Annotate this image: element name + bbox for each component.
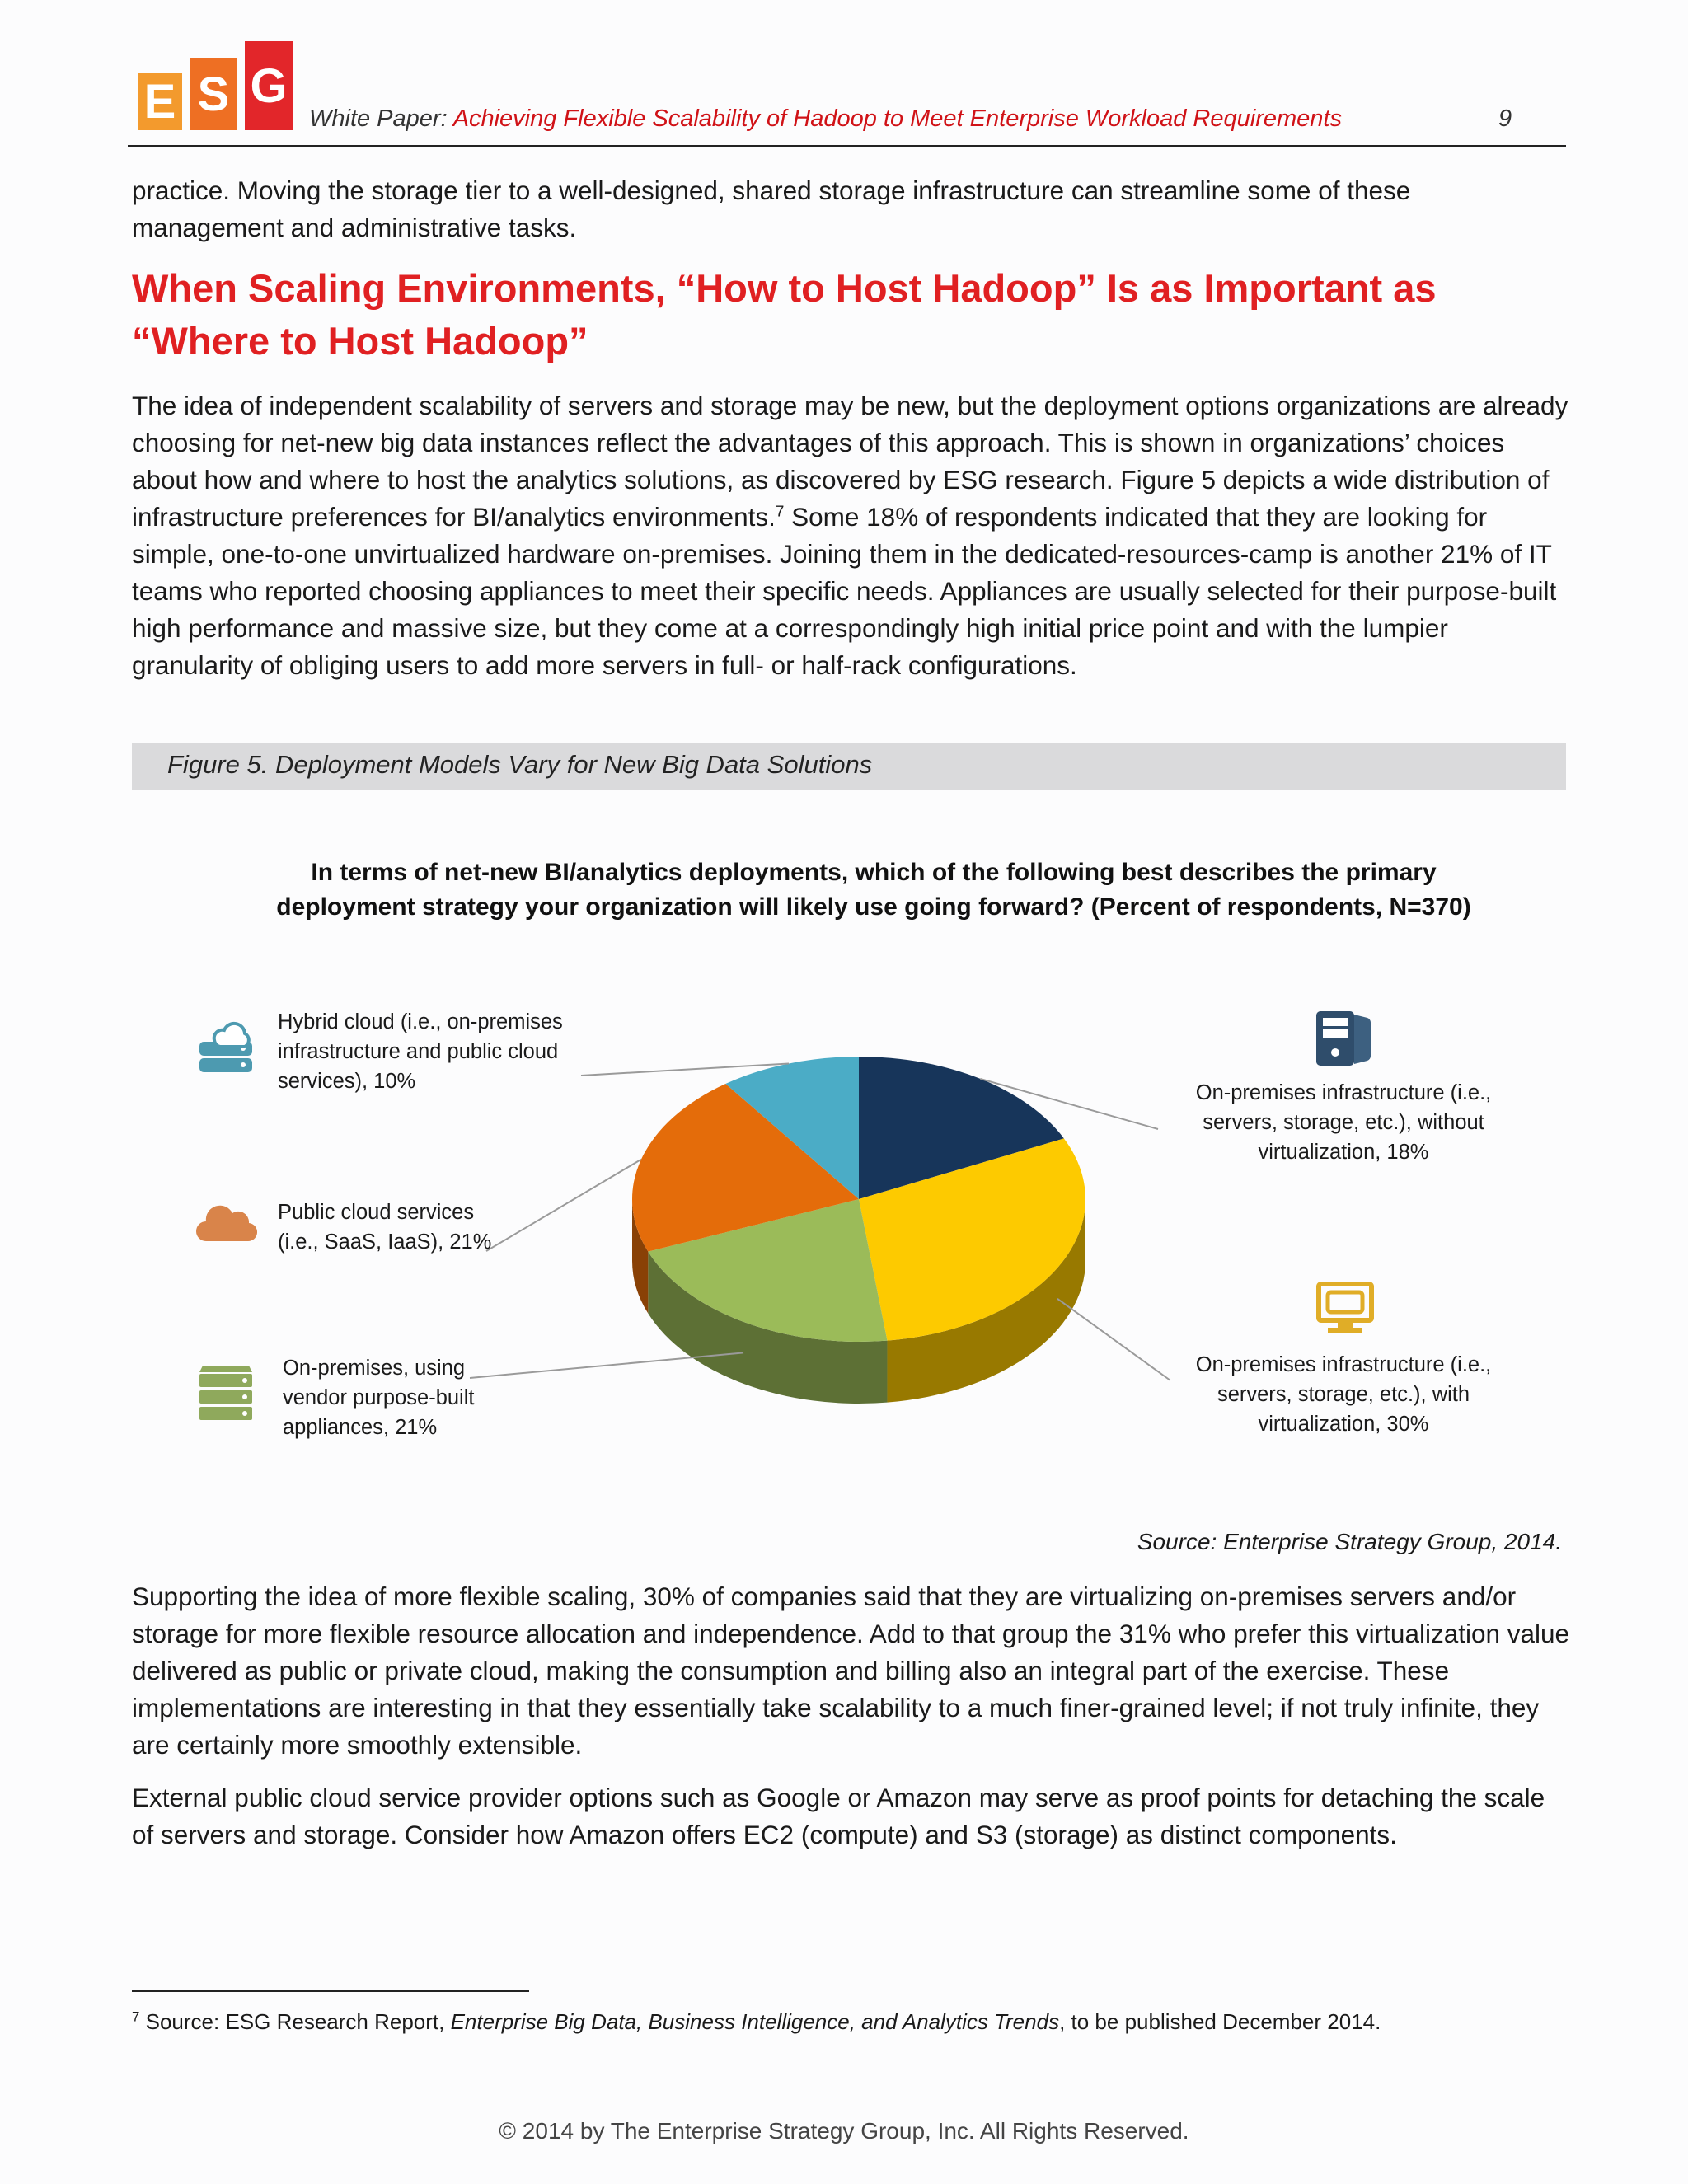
slice-label-hybrid-cloud: Hybrid cloud (i.e., on-premises infrastructure and public cloud services), 10%: [278, 1010, 563, 1093]
chart-title-line-1: In terms of net-new BI/analytics deployments, which of the following best describes the primary: [311, 859, 1437, 886]
slice-label-public-cloud: Public cloud services (i.e., SaaS, IaaS), 21%: [278, 1201, 492, 1254]
footnote: [132, 2007, 1570, 2036]
chart-source: Source: Enterprise Strategy Group, 2014.: [1137, 1529, 1562, 1554]
hybrid-cloud-icon: [198, 1015, 256, 1075]
pie-slices: [632, 1057, 1085, 1342]
logo-letter-s: S: [190, 58, 237, 130]
appliance-stack-icon: [198, 1364, 254, 1423]
copyright: © 2014 by The Enterprise Strategy Group, Inc. All Rights Reserved.: [499, 2118, 1189, 2144]
figure-caption: Figure 5. Deployment Models Vary for New Big Data Solutions: [167, 750, 873, 779]
footnote-divider: [132, 1990, 529, 1992]
footnote-report-title: Enterprise Big Data, Business Intelligence, and Analytics Trends: [450, 2009, 1060, 2034]
intro-paragraph: practice. Moving the storage tier to a well-designed, shared storage infrastructure can streamline some of these management and administrative tasks.: [132, 176, 1411, 242]
chart-title-line-2: deployment strategy your organization will likely use going forward? (Percent of respondents, N=370): [276, 893, 1471, 921]
monitor-icon: [1316, 1282, 1374, 1334]
slice-label-without-virtualization: On-premises infrastructure (i.e., servers, storage, etc.), without virtualization, 18%: [1195, 1081, 1492, 1164]
header-label: White Paper:: [309, 105, 453, 132]
paragraph-1-text-a: The idea of independent scalability of servers and storage may be new, but the deployment options organizations are already choosing for net-new big data instances reflect the advantages of this approach. This is shown in organizations’ choices about how and where to host the analytics solutions, as discovered by ESG research. Figure 5 depicts a wide distribution of infrastructure preferences for BI/analytics environments.: [132, 391, 1568, 532]
logo-letter-g: G: [245, 41, 293, 130]
page-number: 9: [1498, 105, 1512, 132]
server-tower-icon: [1315, 1010, 1374, 1067]
logo-letter-e: E: [138, 73, 182, 130]
body-paragraph-3: External public cloud service provider options such as Google or Amazon may serve as proof points for detaching the scale of servers and storage. Consider how Amazon offers EC2 (compute) and S3 (storage) as distinct components.: [132, 1783, 1545, 1849]
footnote-reference[interactable]: 7: [775, 503, 785, 521]
leader-line-1: [1057, 1299, 1170, 1380]
header-paper-title: Achieving Flexible Scalability of Hadoop to Meet Enterprise Workload Requirements: [452, 105, 1342, 132]
section-heading: When Scaling Environments, “How to Host Hadoop” Is as Important as “Where to Host Hadoop”: [132, 266, 1437, 363]
footnote-number: 7: [132, 2008, 140, 2025]
footnote-suffix: , to be published December 2014.: [1059, 2009, 1381, 2034]
body-paragraph-2: Supporting the idea of more flexible scaling, 30% of companies said that they are virtualizing on-premises servers and/or storage for more flexible resource allocation and independence. Add to that group the 31% who prefer this virtualization value delivered as public or private cloud, making the consumption and billing also an integral part of the exercise. These implementations are interesting in that they essentially take scalability to a much finer-grained level; if not truly infinite, they are certainly more smoothly extensible.: [132, 1582, 1570, 1760]
slice-label-with-virtualization: On-premises infrastructure (i.e., servers, storage, etc.), with virtualization, 30%: [1195, 1353, 1492, 1436]
slice-label-appliances: On-premises, using vendor purpose-built appliances, 21%: [283, 1357, 475, 1439]
footnote-prefix: Source: ESG Research Report,: [139, 2009, 451, 2034]
paragraph-1-text-b: Some 18% of respondents indicated that they are looking for simple, one-to-one unvirtualized hardware on-premises. Joining them in the dedicated-resources-camp is another 21% of IT teams who reported choosing appliances to meet their specific needs. Appliances are usually selected for their purpose-built high performance and massive size, but they come at a correspondingly high initial price point and with the lumpier granularity of obliging users to add more servers in full- or half-rack configurations.: [132, 502, 1557, 680]
cloud-icon: [196, 1202, 257, 1243]
